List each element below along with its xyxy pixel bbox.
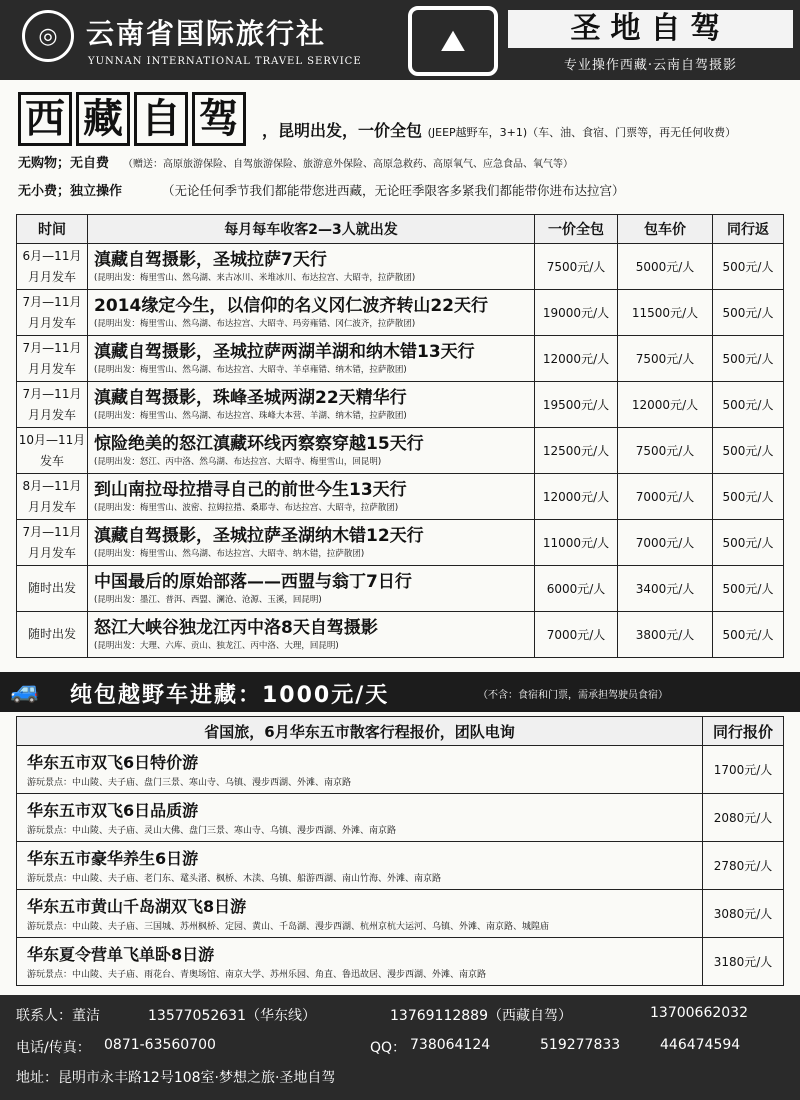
table-row (17, 244, 784, 290)
row-price: 3180元/人 (703, 938, 784, 986)
tagline-main: ，昆明出发，一价全包 (262, 121, 423, 140)
table-row (17, 566, 784, 612)
row-price: 6000元/人 (535, 566, 618, 612)
route-name: 滇藏自驾摄影，珠峰圣城两湖22天精华行 (94, 388, 407, 408)
route-stops: 游玩景点：中山陵、夫子庙、雨花台、青奥场馆、南京大学、苏州乐园、角直、鲁迅故居、漫步西湖、外滩、南京路 (27, 969, 487, 980)
row-price: 12500元/人 (535, 428, 618, 474)
phone-tibet: 13769112889（西藏自驾） (390, 1008, 572, 1024)
route-stops: (昆明出发：梅里雪山、然乌湖、布达拉宫、大昭寺、羊卓雍错、纳木错，拉萨散团) (94, 365, 407, 375)
tagline-detail: (JEEP越野车，3+1)（车、油、食宿、门票等，再无任何收费） (427, 126, 737, 139)
route-stops: (昆明出发：墨江、普洱、西盟、澜沧、沧源、玉溪，回昆明) (94, 595, 322, 605)
qq-2: 519277833 (540, 1037, 621, 1053)
route-stops: (昆明出发：梅里雪山、然乌湖、布达拉宫、大昭寺、纳木错，拉萨散团) (94, 549, 365, 559)
row-charter: 11500元/人 (618, 290, 713, 336)
jeep-rental-banner (0, 672, 800, 712)
row-route (88, 336, 535, 382)
header-bar (0, 0, 800, 80)
east-china-tours-table (16, 716, 784, 986)
route-name: 华东夏令营单飞单卧8日游 (27, 944, 215, 964)
table-row (17, 890, 784, 938)
promise-label: 无小费；独立操作 (18, 184, 123, 199)
route-stops: (昆明出发：大理、六库、贡山、独龙江、丙中洛、大理，回昆明) (94, 641, 339, 651)
title-char: 驾 (192, 92, 246, 146)
row-date: 7月—11月 月月发车 (17, 520, 88, 566)
row-route (88, 382, 535, 428)
row-rebate: 500元/人 (713, 612, 784, 658)
qq-3: 446474594 (660, 1037, 741, 1053)
org-name-en: YUNNAN INTERNATIONAL TRAVEL SERVICE (88, 56, 362, 67)
row-route (88, 520, 535, 566)
table-row (17, 842, 784, 890)
col-header-rebate: 同行返 (713, 215, 784, 244)
col-header-route: 每月每车收客2—3人就出发 (88, 215, 535, 244)
camera-icon: ⛰ (408, 6, 498, 76)
qq-1: 738064124 (410, 1037, 491, 1053)
contact-person: 联系人：董洁 (16, 1008, 100, 1024)
row-date: 随时出发 (17, 612, 88, 658)
promise-note: （赠送：高原旅游保险、自驾旅游保险、旅游意外保险、高原急救药、高原氧气、应急食品、氧气等） (123, 159, 574, 170)
route-stops: 游玩景点：中山陵、夫子庙、三国城、苏州枫桥、定园、黄山、千岛湖、漫步西湖、杭州京杭大运河、乌镇、外滩、南京路、城隍庙 (27, 921, 550, 932)
promise-line-1 (18, 152, 573, 171)
route-name: 华东五市双飞6日特价游 (27, 752, 199, 772)
table-row (17, 520, 784, 566)
row-date: 8月—11月 月月发车 (17, 474, 88, 520)
brand-slogan: 专业操作西藏·云南自驾摄影 (563, 58, 738, 73)
route-name: 滇藏自驾摄影，圣城拉萨7天行 (94, 250, 327, 270)
col-header-price: 同行报价 (703, 717, 784, 746)
table-row (17, 474, 784, 520)
route-stops: (昆明出发：梅里雪山、然乌湖、布达拉宫、大昭寺、玛旁雍错、冈仁波齐，拉萨散团) (94, 319, 416, 329)
row-price: 12000元/人 (535, 336, 618, 382)
row-date: 7月—11月 月月发车 (17, 336, 88, 382)
banner-note: （不含：食宿和门票，需承担驾驶员食宿） (478, 690, 668, 701)
row-rebate: 500元/人 (713, 244, 784, 290)
route-name: 2014缘定今生，以信仰的名义冈仁波齐转山22天行 (94, 296, 488, 316)
row-rebate: 500元/人 (713, 290, 784, 336)
table-header-row (17, 717, 784, 746)
row-rebate: 500元/人 (713, 336, 784, 382)
route-stops: 游玩景点：中山陵、夫子庙、老门东、鼋头渚、枫桥、木渎、乌镇、船游西湖、南山竹海、外滩、南京路 (27, 873, 442, 884)
row-date: 7月—11月 月月发车 (17, 382, 88, 428)
title-char: 自 (134, 92, 188, 146)
row-charter: 3400元/人 (618, 566, 713, 612)
row-rebate: 500元/人 (713, 382, 784, 428)
title-char: 西 (18, 92, 72, 146)
row-price: 2780元/人 (703, 842, 784, 890)
table-row (17, 794, 784, 842)
row-route (17, 938, 703, 986)
route-name: 滇藏自驾摄影，圣城拉萨圣湖纳木错12天行 (94, 526, 424, 546)
row-date: 7月—11月 月月发车 (17, 290, 88, 336)
globe-emblem-icon: ◎ (22, 10, 74, 62)
row-charter: 7000元/人 (618, 520, 713, 566)
row-price: 11000元/人 (535, 520, 618, 566)
route-name: 中国最后的原始部落——西盟与翁丁7日行 (94, 572, 412, 592)
row-charter: 7500元/人 (618, 428, 713, 474)
tagline (262, 118, 736, 141)
route-name: 华东五市黄山千岛湖双飞8日游 (27, 896, 247, 916)
phone-east-china: 13577052631（华东线） (148, 1008, 316, 1024)
row-rebate: 500元/人 (713, 520, 784, 566)
promise-line-2 (18, 180, 625, 199)
row-route (17, 842, 703, 890)
col-header-charter: 包车价 (618, 215, 713, 244)
row-charter: 5000元/人 (618, 244, 713, 290)
route-stops: (昆明出发：怒江、丙中洛、然乌湖、布达拉宫、大昭寺、梅里雪山，回昆明) (94, 457, 382, 467)
table-row (17, 612, 784, 658)
route-name: 到山南拉母拉措寻自己的前世今生13天行 (94, 480, 407, 500)
row-route (17, 890, 703, 938)
table-row (17, 746, 784, 794)
qq-label: QQ： (370, 1040, 407, 1056)
banner-text: 纯包越野车进藏：1000元/天 (70, 683, 390, 708)
tel-label: 电话/传真： (16, 1040, 91, 1056)
table-row (17, 290, 784, 336)
row-price: 3080元/人 (703, 890, 784, 938)
table-header-row (17, 215, 784, 244)
row-date: 10月—11月 发车 (17, 428, 88, 474)
route-name: 华东五市豪华养生6日游 (27, 848, 199, 868)
row-route (88, 244, 535, 290)
title-big-chars (18, 92, 246, 146)
tibet-tours-table (16, 214, 784, 658)
row-charter: 3800元/人 (618, 612, 713, 658)
route-stops: 游玩景点：中山陵、夫子庙、盘门三景、寒山寺、乌镇、漫步西湖、外滩、南京路 (27, 777, 352, 788)
route-name: 怒江大峡谷独龙江丙中洛8天自驾摄影 (94, 618, 378, 638)
row-rebate: 500元/人 (713, 566, 784, 612)
route-name: 惊险绝美的怒江滇藏环线丙察察穿越15天行 (94, 434, 424, 454)
route-stops: (昆明出发：梅里雪山、波密、拉姆拉措、桑耶寺、布达拉宫、大昭寺，拉萨散团) (94, 503, 399, 513)
footer-contact (0, 995, 800, 1100)
row-price: 19000元/人 (535, 290, 618, 336)
row-price: 12000元/人 (535, 474, 618, 520)
row-price: 19500元/人 (535, 382, 618, 428)
jeep-icon: 🚙 (10, 676, 40, 704)
promise-note: （无论任何季节我们都能带您进西藏，无论旺季限客多紧我们都能带你进布达拉宫） (162, 183, 625, 198)
row-price: 2080元/人 (703, 794, 784, 842)
route-stops: (昆明出发：梅里雪山、然乌湖、布达拉宫、珠峰大本营、羊湖、纳木错，拉萨散团) (94, 411, 407, 421)
address: 地址：昆明市永丰路12号108室·梦想之旅·圣地自驾 (16, 1070, 336, 1086)
title-char: 藏 (76, 92, 130, 146)
route-stops: 游玩景点：中山陵、夫子庙、灵山大佛、盘门三景、寒山寺、乌镇、漫步西湖、外滩、南京路 (27, 825, 397, 836)
row-rebate: 500元/人 (713, 428, 784, 474)
row-route (88, 474, 535, 520)
col-header-price: 一价全包 (535, 215, 618, 244)
route-name: 滇藏自驾摄影，圣城拉萨两湖羊湖和纳木错13天行 (94, 342, 475, 362)
row-route (17, 794, 703, 842)
table-row (17, 428, 784, 474)
org-name: 云南省国际旅行社 (86, 17, 327, 50)
row-date: 随时出发 (17, 566, 88, 612)
row-charter: 12000元/人 (618, 382, 713, 428)
row-charter: 7500元/人 (618, 336, 713, 382)
row-route (88, 290, 535, 336)
tel-fax: 0871-63560700 (104, 1037, 216, 1053)
col-header-route: 省国旅，6月华东五市散客行程报价，团队电询 (17, 717, 703, 746)
row-route (88, 612, 535, 658)
row-rebate: 500元/人 (713, 474, 784, 520)
table-row (17, 336, 784, 382)
row-date: 6月—11月 月月发车 (17, 244, 88, 290)
promise-label: 无购物；无自费 (18, 156, 110, 171)
row-price: 7000元/人 (535, 612, 618, 658)
route-name: 华东五市双飞6日品质游 (27, 800, 199, 820)
row-price: 1700元/人 (703, 746, 784, 794)
row-route (88, 428, 535, 474)
row-price: 7500元/人 (535, 244, 618, 290)
row-charter: 7000元/人 (618, 474, 713, 520)
brand-title: 圣地自驾 (508, 10, 793, 48)
row-route (88, 566, 535, 612)
col-header-date: 时间 (17, 215, 88, 244)
phone-3: 13700662032 (650, 1005, 748, 1021)
route-stops: (昆明出发：梅里雪山、然乌湖、来古冰川、米堆冰川、布达拉宫、大昭寺，拉萨散团) (94, 273, 416, 283)
table-row (17, 938, 784, 986)
table-row (17, 382, 784, 428)
row-route (17, 746, 703, 794)
